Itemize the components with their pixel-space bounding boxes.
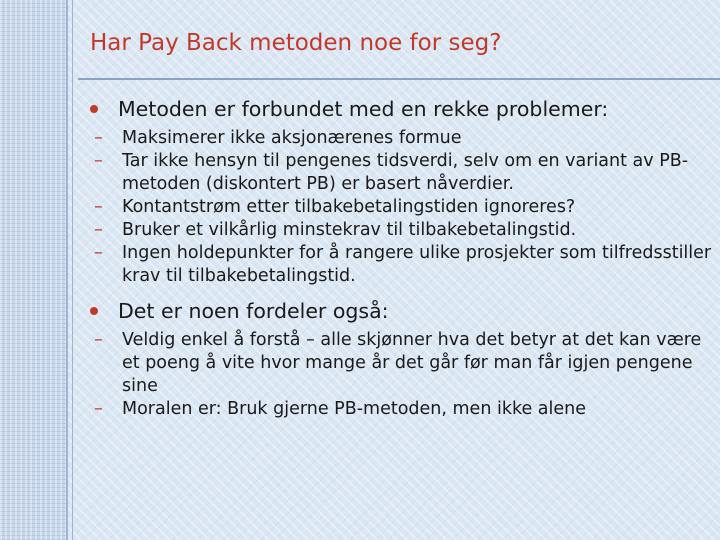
section-gap	[90, 288, 715, 298]
list-item	[90, 150, 715, 196]
dash-icon: –	[94, 128, 103, 148]
list-item-text: Moralen er: Bruk gjerne PB-metoden, men ikke alene	[122, 399, 587, 419]
dash-icon: –	[94, 243, 103, 263]
section-heading-problems	[90, 96, 715, 123]
decorative-left-band	[0, 0, 66, 540]
section-heading-advantages	[90, 298, 715, 325]
list-item	[90, 242, 715, 288]
list-item	[90, 196, 715, 219]
list-item	[90, 329, 715, 398]
title-divider	[78, 78, 720, 80]
list-item	[90, 127, 715, 150]
list-item-text: Tar ikke hensyn til pengenes tidsverdi, selv om en variant av PB-metoden (diskontert PB) er basert nåverdier.	[122, 151, 689, 194]
bullet-icon	[90, 307, 98, 315]
list-item-text: Veldig enkel å forstå – alle skjønner hva det betyr at det kan være et poeng å vite hvor mange år det går før man får igjen pengene sine	[122, 330, 702, 396]
problems-list	[90, 127, 715, 288]
dash-icon: –	[94, 330, 103, 350]
bullet-icon	[90, 105, 98, 113]
list-item	[90, 398, 715, 421]
decorative-vertical-line	[66, 0, 68, 540]
section-heading-text: Metoden er forbundet med en rekke problemer:	[118, 97, 609, 121]
section-heading-text: Det er noen fordeler også:	[118, 299, 389, 323]
dash-icon: –	[94, 197, 103, 217]
list-item-text: Maksimerer ikke aksjonærenes formue	[122, 128, 462, 148]
slide-title: Har Pay Back metoden noe for seg?	[90, 30, 502, 56]
slide-body	[90, 96, 715, 421]
decorative-vertical-line	[72, 0, 73, 540]
advantages-list	[90, 329, 715, 421]
list-item-text: Bruker et vilkårlig minstekrav til tilbakebetalingstid.	[122, 220, 577, 240]
list-item-text: Kontantstrøm etter tilbakebetalingstiden ignoreres?	[122, 197, 576, 217]
list-item-text: Ingen holdepunkter for å rangere ulike prosjekter som tilfredsstiller krav til tilbakebetalingstid.	[122, 243, 712, 286]
dash-icon: –	[94, 151, 103, 171]
list-item	[90, 219, 715, 242]
dash-icon: –	[94, 399, 103, 419]
dash-icon: –	[94, 220, 103, 240]
